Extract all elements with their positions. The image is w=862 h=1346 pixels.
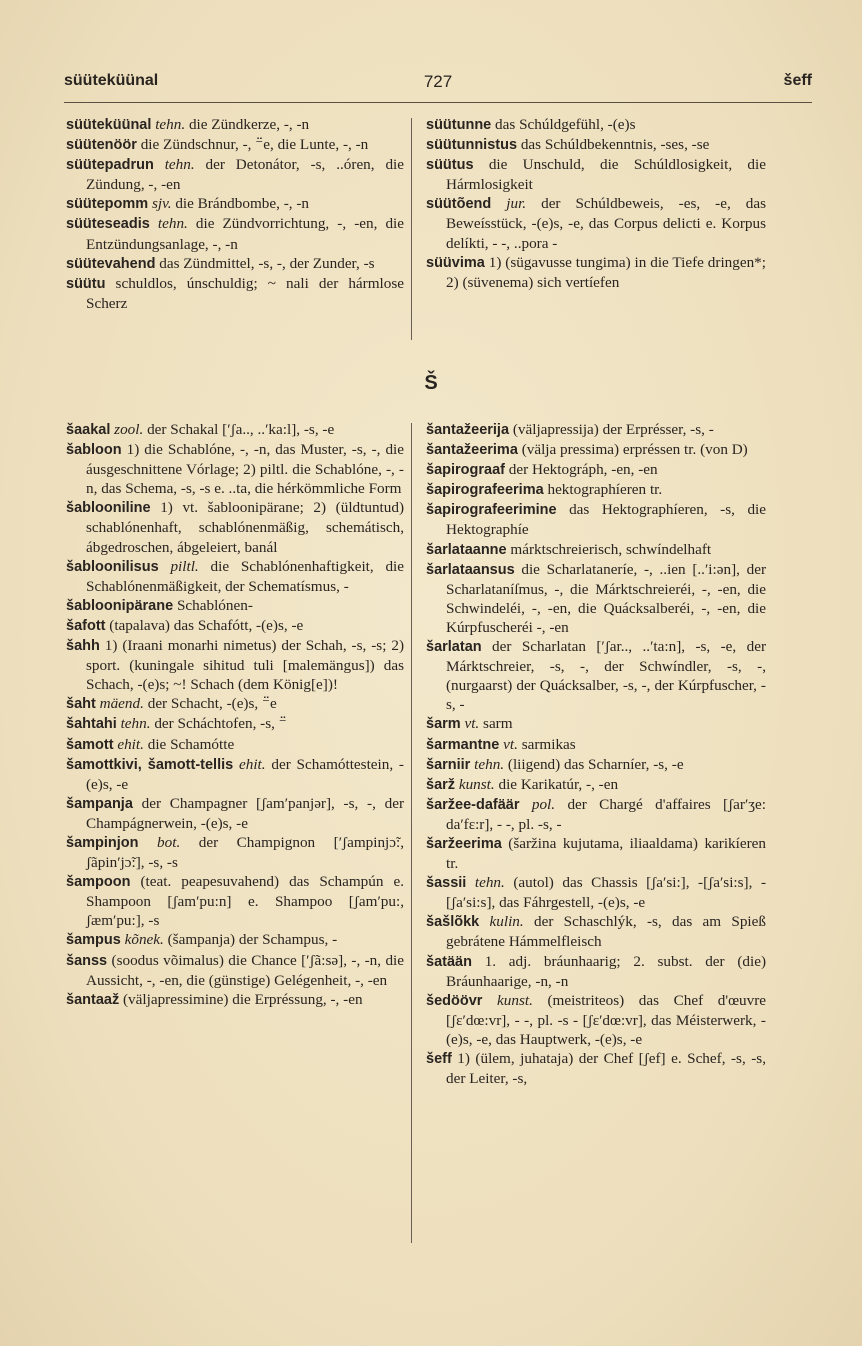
entry-headword: šampanja [66,795,133,812]
entry-definition: der Detonátor, -s, ..óren, die Zündung, -, -en [86,156,404,194]
entry-label: tehn. [474,874,505,892]
entry-headword: süüteseadis [66,216,150,233]
entry-headword: šablooniline [66,500,151,517]
entry-headword: šampinjon [66,834,139,851]
entry-headword: süütepadrun [66,157,154,174]
entry-definition: das Schúldbekenntnis, -ses, -se [520,136,710,154]
dictionary-entry [66,990,404,1010]
entry-headword: süütepomm [66,196,149,213]
entry-headword: šarlataansus [426,561,515,578]
entry-headword: šapirografeerimine [426,502,557,519]
dictionary-entry [426,834,766,873]
entry-definition: 1) (sügavusse tungima) in die Tiefe dringen*; 2) (süvenema) sich vertíefen [446,253,766,291]
dictionary-entry [426,115,766,135]
dictionary-entry [426,560,766,637]
dictionary-entry [426,952,766,991]
dictionary-entry [426,795,766,834]
entry-definition: der Champagner [ʃam′panjər], -s, -, der Champágnerwein, -(e)s, -e [86,794,405,832]
dictionary-entry [66,596,404,616]
entry-definition: die Zündkerze, -, -n [188,116,310,133]
header-rule [64,102,812,103]
entry-headword: šampoon [66,874,131,891]
entry-definition: (meistriteos) das Chef d'œuvre [ʃɛ′dœ:vr], - -, pl. -s - [ʃɛ′dœ:vr], das Méisterwerk, -(e)s, -e, das Hauptwerk, -(e)s, -e [446,991,767,1048]
entry-definition: der Schaschlýk, -s, das am Spieß gebrátene Hámmelfleisch [446,913,766,951]
entry-definition: der Champignon [′ʃampinjɔ̃:, ʃãpin′jɔ̃:], -s, -s [86,833,405,872]
entry-headword: šafott [66,617,106,634]
dictionary-entry [426,420,766,440]
entry-definition: márktschreierisch, schwíndelhaft [510,540,712,558]
entry-definition: die Schamótte [147,735,235,753]
entry-definition: 1) vt. šabloonipärane; 2) (üldtuntud) schablónenhaft, schablónenmäßig, schemátisch, ábgedroschen, ábgeleiert, banál [86,499,405,556]
entry-headword: šapirografeerima [426,482,544,499]
entry-definition: die Scharlataneríe, -, ..ien [..′i:ən], der Scharlataníſmus, -, die Márktschreieréi, -, -en, die Schwindeléi, -, -en, die Quácksalberéi, -, -en, die Kúrpfuscheréi -, -en [446,560,766,636]
entry-definition: hektographíeren tr. [547,481,663,499]
entry-headword: süüteküünal [66,117,152,133]
entry-definition: sarmikas [521,735,576,753]
dictionary-entry [426,500,766,539]
dictionary-entry [66,254,404,274]
entry-headword: šedöövr [426,992,483,1009]
entry-label: kulin. [489,913,524,931]
entry-headword: šaržee-dafäär [426,796,520,813]
entry-definition: (välja pressima) erpréssen tr. (von D) [521,441,748,459]
entry-definition: die Karikatúr, -, -en [498,775,619,793]
dictionary-entry [426,440,766,460]
entry-headword: šatään [426,953,472,970]
entry-definition: der Schacht, -(e)s, ⁻̈e [147,695,277,713]
entry-label: tehn. [164,156,195,174]
entry-headword: süütõend [426,196,492,213]
entry-definition: 1) (ülem, juhataja) der Chef [ʃef] e. Schef, -s, -s, der Leiter, -s, [446,1050,766,1088]
dictionary-entry [66,833,404,872]
entry-headword: šamottkivi, šamott-tellis [66,756,234,773]
page-number: 727 [423,72,453,91]
entry-headword: šapirograaf [426,462,505,479]
entry-headword: süütunne [426,117,492,133]
dictionary-entry [426,155,766,194]
entry-headword: šaržeerima [426,835,502,852]
dictionary-entry [426,540,766,560]
dictionary-entry [66,694,404,714]
entry-definition: der Schúldbeweis, -es, -e, das Beweísstück, -(e)s, -e, das Corpus delicti e. Korpus delíkti, - -, ..pora - [446,195,766,252]
entry-headword: süütenöör [66,137,137,154]
entry-definition: die Schablónenhaftigkeit, die Schablónenmäßigkeit, der Schematísmus, - [86,557,405,595]
entry-headword: šarm [426,716,461,733]
entry-label: kunst. [458,775,495,793]
entry-headword: šaht [66,696,96,713]
entry-headword: süütevahend [66,255,156,272]
entry-headword: šanss [66,952,108,969]
entry-headword: süüvima [426,254,485,271]
dictionary-entry [426,775,766,795]
entry-headword: šantaaž [66,991,120,1008]
entry-definition: der Scharlatan [′ʃar.., ..′ta:n], -s, -e, der Márktschreier, -s, -, der Schwíndler, -s, -, (nurgaarst) der Quácksalber, -s, -, der Kúrpfuscher, -s, - [446,638,766,714]
dictionary-entry [426,714,766,734]
entry-headword: šampus [66,932,121,949]
dictionary-entry [426,253,766,292]
dictionary-entry [426,912,766,951]
entry-definition: 1. adj. bráunhaarig; 2. subst. der (die) Bráunhaarige, -n, -n [446,952,767,990]
entry-headword: šamott [66,736,114,753]
dictionary-entry [66,194,404,214]
entry-definition: die Zündschnur, -, ⁻̈e, die Lunte, -, -n [140,136,369,154]
entry-headword: šahh [66,638,100,655]
entry-definition: (autol) das Chassis [ʃa′si:], -[ʃa′si:s], - [ʃa′si:s], das Fáhrgestell, -(e)s, -e [446,874,767,912]
dictionary-entry [66,951,404,990]
dictionary-entry [66,115,404,135]
entry-definition: der Scháchtofen, -s, ⁻̈ [154,715,287,733]
dictionary-entry [426,1049,766,1088]
entry-label: kõnek. [124,931,164,949]
dictionary-entry [66,135,404,155]
entry-definition: (šampanja) der Schampus, - [167,931,338,949]
dictionary-entry [66,930,404,950]
entry-label: tehn. [120,715,151,733]
entry-headword: šarž [426,776,456,793]
entry-definition: das Hektographíeren, -s, die Hektographíe [446,501,766,539]
entry-definition: die Zündvorrichtung, -, -en, die Entzündungsanlage, -, -n [86,215,405,253]
entry-label: ehit. [117,735,144,753]
page-header [64,72,812,96]
dictionary-entry [426,873,766,912]
entry-label: mäend. [99,695,144,713]
dictionary-entry [426,135,766,155]
entry-definition: der Schakal [′ʃa.., ..′ka:l], -s, -e [147,421,335,438]
entry-definition: der Hektográph, -en, -en [508,461,658,479]
entry-label: jur. [506,195,527,213]
entry-definition: (šaržina kujutama, iliaaldama) karikíeren tr. [446,834,766,873]
entry-definition: 1) die Schablóne, -, -n, das Muster, -s, -, die áusgeschnittene Vórlage; 2) piltl. die Schablóne, -, -n, das Schema, -s, -s e. ..ta, die hérkömmliche Form [86,441,405,498]
entry-definition: die Brándbombe, -, -n [175,195,310,213]
entry-headword: šarmantne [426,736,500,753]
entry-definition: Schablónen- [176,596,253,614]
header-last-word: šeff [783,72,812,89]
entry-label: pol. [531,795,556,813]
column-divider-top [411,118,412,340]
entry-headword: süütu [66,275,106,292]
dictionary-entry [66,420,404,440]
entry-headword: šašlõkk [426,914,480,931]
dictionary-entry [426,991,766,1049]
dictionary-entry [66,274,404,313]
column-top-left [66,115,404,313]
column-divider-bottom [411,423,412,1243]
dictionary-entry [66,636,404,694]
entry-definition: das Schúldgefühl, -(e)s [495,116,636,133]
dictionary-entry [66,714,404,734]
dictionary-entry [426,480,766,500]
entry-label: vt. [503,735,518,753]
entry-definition: schuldlos, únschuldig; ~ nali der hármlose Scherz [86,274,404,312]
entry-label: tehn. [474,755,505,773]
entry-label: tehn. [157,215,188,233]
dictionary-entry [426,637,766,714]
entry-headword: šarlataanne [426,541,507,558]
entry-definition: (liigend) das Scharníer, -s, -e [507,755,684,773]
dictionary-entry [66,155,404,194]
entry-headword: šantažeerima [426,442,518,459]
entry-definition: die Unschuld, die Schúldlosigkeit, die Hármlosigkeit [446,156,766,194]
dictionary-entry [66,794,404,833]
entry-headword: šabloonipärane [66,597,174,614]
entry-label: vt. [464,715,480,733]
dictionary-entry [66,214,404,253]
dictionary-entry [426,460,766,480]
dictionary-entry [66,440,404,498]
column-bottom-left [66,420,404,1010]
entry-definition: (väljapressimine) die Erpréssung, -, -en [123,990,363,1008]
entry-definition: sarm [483,715,513,733]
dictionary-entry [426,194,766,252]
entry-definition: (soodus võimalus) die Chance [′ʃã:sə], -, -n, die Aussicht, -, -en, die (günstige) Gelégenheit, -, -en [86,951,405,989]
entry-headword: šaakal [66,422,111,438]
entry-label: bot. [157,833,181,851]
entry-definition: das Zündmittel, -s, -, der Zunder, -s [159,254,375,272]
entry-label: tehn. [155,116,186,133]
dictionary-entry [66,498,404,556]
dictionary-entry [66,872,404,930]
entry-definition: (teat. peapesuvahend) das Schampún e. Shampoon [ʃam′pu:n] e. Shampoo [ʃam′pu:, ʃæm′pu:], -s [86,873,404,930]
entry-headword: šarniir [426,756,471,773]
dictionary-entry [426,755,766,775]
entry-label: zool. [114,421,144,438]
entry-headword: šahtahi [66,716,117,733]
entry-label: ehit. [238,755,266,773]
entry-definition: (tapalava) das Schafótt, -(e)s, -e [109,616,304,634]
entry-label: kunst. [497,991,533,1009]
column-bottom-right [426,420,766,1088]
section-letter: Š [424,372,438,394]
entry-headword: šabloon [66,442,122,459]
header-first-word: süüteküünal [64,72,159,89]
entry-definition: (väljapressija) der Erprésser, -s, - [512,421,714,438]
dictionary-entry [66,755,404,794]
dictionary-entry [66,616,404,636]
entry-headword: süütus [426,157,474,174]
entry-headword: šantažeerija [426,422,510,438]
dictionary-entry [426,735,766,755]
entry-label: piltl. [170,557,199,575]
entry-headword: šassii [426,875,467,892]
entry-headword: šabloonilisus [66,558,159,575]
entry-headword: šeff [426,1051,452,1067]
entry-headword: šarlatan [426,639,482,656]
column-top-right [426,115,766,292]
dictionary-entry [66,735,404,755]
entry-definition: der Chargé d'affaires [ʃar′ʒe: da′fɛ:r], - -, pl. -s, - [446,795,766,833]
dictionary-entry [66,557,404,596]
entry-definition: 1) (Iraani monarhi nimetus) der Schah, -s, -s; 2) sport. (kuningale sihitud tuli [malemängus]) das Schach, -(e)s; ~! Schach (dem König[e])! [86,637,405,694]
entry-headword: süütunnistus [426,137,518,154]
entry-definition: der Schamóttestein, -(e)s, -e [86,755,404,793]
entry-label: sjv. [151,195,172,213]
